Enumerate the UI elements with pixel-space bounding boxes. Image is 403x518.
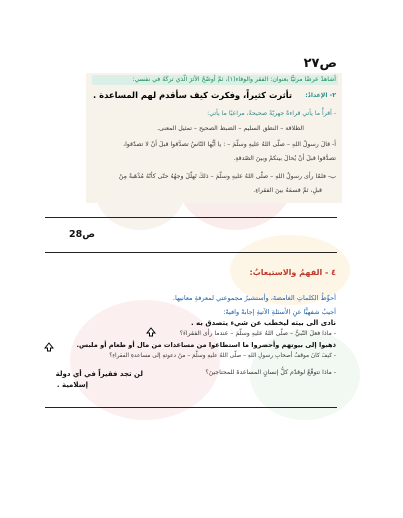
answer-two: ذهبوا إلى بيوتهم وأحضروا ما استطاعوا من مساعدات من مال أو طعام أو ملبس. [76,341,336,349]
task-two: أجيبُ شفهيًّا عنِ الأسئلةِ الآتيةِ إجابةً وافيةً: [223,308,336,316]
arrow-up-icon [146,327,156,337]
answer-three-line1: لن تجد فقيراً في أي دولة [55,370,143,378]
hadith-b-line1: ب- فلمّا رأى رسولُ اللهِ – صلّى اللهُ عليهِ وسلّمَ – ذلكَ تَهلّلَ وجهُهُ حتّى كأنّهُ مُذْهَبةٌ مِنْ [118,173,336,180]
intro-text: أشاهدُ عرضًا مرئيًّا بعنوان: الفقر والوفاء(١)، ثمَّ أوضّحُ الأثرَ الّذي تركَهُ في نفسي: [132,76,336,83]
question-two: - كيفَ كانَ موقفُ أصحابِ رسولِ اللهِ – صلّى اللهُ عليهِ وسلّمَ – منْ دعوتهِ إلى مساعدةِ الفقراءِ؟ [109,353,336,359]
divider-line [45,407,337,408]
question-one: - ماذا فعلَ النّبيُّ – صلّى اللهُ عليهِ وسلّمَ – عندما رأى الفقراءَ؟ [179,330,336,337]
page-number-top: ص٢٧ [303,56,337,71]
comprehension-heading: ٤ - الفهمُ والاستيعابُ: [249,268,336,277]
hadith-a-line2: تصدَّقوا قبلَ أنْ يُحالَ بينكمْ وبينَ الصّدقةِ. [233,155,336,162]
answer-one: نادى الى بيته ليخطب عن شيء يتصدق به . [190,319,336,327]
arrow-up-icon [44,342,54,352]
answer-three-line2: إسلامية . [56,381,88,389]
question-three: - ماذا تتوقّعُ لوقدّم كلُّ إنسانٍ المساعدةَ للمحتاجينَ؟ [205,369,336,376]
prep-answer: تأثرت كثيراً، وفكرت كيف سأقدم لهم المساعدة . [93,90,292,100]
divider-line [45,217,337,218]
prep-label: ٢- الإعدادُ: [305,92,336,99]
task-one: أحوِّطُ الكلماتِ الغامضةَ، وأستشيرُ مجموعتي لمعرفةِ معانيها. [172,294,336,302]
lesson-section-top [86,73,342,203]
reading-rules: الطلاقة – النطق السليم – الضبط الصحيح – تمثيل المعنى. [157,125,304,132]
hadith-a-line1: أ- قالَ رسولُ اللهِ – صلّى اللهُ عليهِ وسلّمَ – : يا أيُّها النّاسُ تصدَّقوا قبلَ أنْ لا تصدّقوا، [123,141,336,148]
reading-instruction: - أقرأُ ما يأتي قراءةً جهريّةً صحيحةً، مراعيًا ما يأتي: [207,110,336,117]
hadith-b-line2: قبلِ، ثمَّ قسمَهُ بينَ الفقراءِ. [253,187,322,194]
page-number-middle: ص28 [68,229,95,240]
divider-line [45,252,337,253]
